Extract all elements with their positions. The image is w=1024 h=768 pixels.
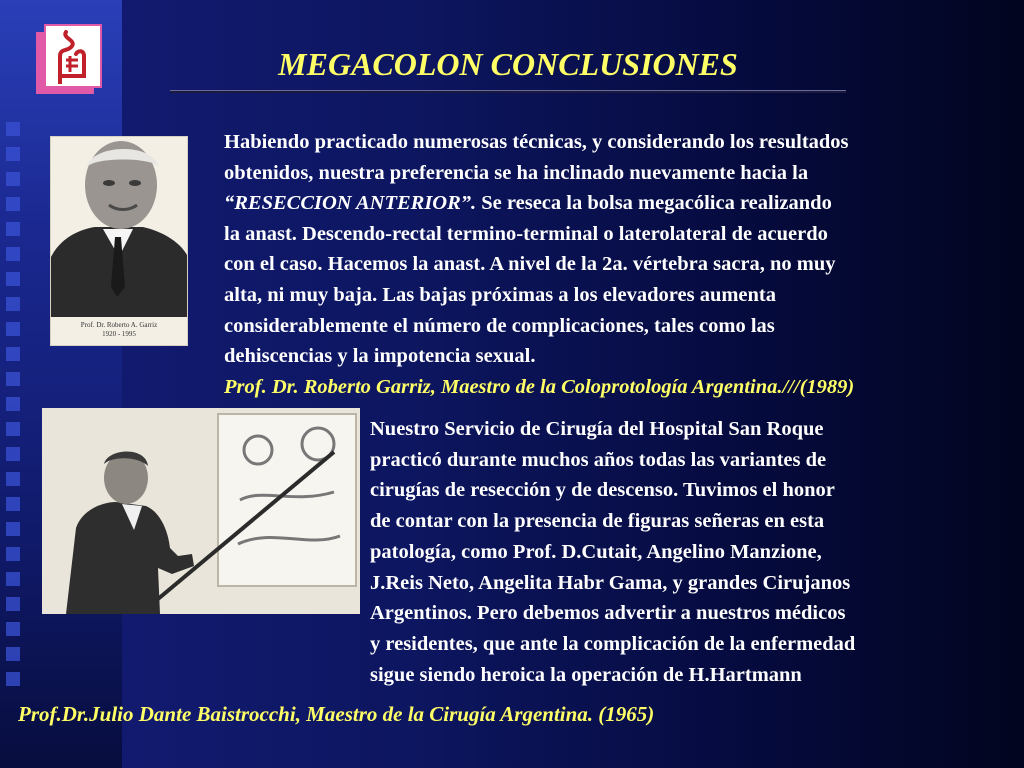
footer-signature: Prof.Dr.Julio Dante Baistrocchi, Maestro de la Cirugía Argentina. (1965) bbox=[18, 702, 655, 726]
decorative-squares bbox=[6, 122, 30, 697]
resection-emphasis: “RESECCION ANTERIOR”. bbox=[224, 192, 477, 215]
slide-title: MEGACOLON CONCLUSIONES bbox=[278, 46, 738, 82]
paragraph-garriz bbox=[224, 127, 1014, 402]
lecture-photo-baistrocchi bbox=[42, 408, 360, 614]
paragraph2-line: cirugías de resección y de descenso. Tuvimos el honor bbox=[370, 479, 835, 502]
paragraph-hospital bbox=[370, 414, 1010, 690]
portrait-caption bbox=[55, 321, 183, 339]
paragraph1-line-fragment: Se reseca la bolsa megacólica realizando bbox=[476, 192, 832, 215]
paragraph1-line: la anast. Descendo-rectal termino-terminal o laterolateral de acuerdo bbox=[224, 222, 828, 245]
portrait-caption-years: 1920 - 1995 bbox=[102, 330, 136, 338]
intestine-logo-icon bbox=[36, 24, 102, 98]
portrait-photo-garriz bbox=[50, 136, 188, 346]
paragraph2-line: sigue siendo heroica la operación de H.Hartmann bbox=[370, 663, 802, 686]
paragraph2-line: y residentes, que ante la complicación de la enfermedad bbox=[370, 632, 856, 655]
title-underline bbox=[170, 90, 846, 93]
garriz-signature: Prof. Dr. Roberto Garriz, Maestro de la Coloprotología Argentina.///(1989) bbox=[224, 375, 855, 398]
portrait-caption-name: Prof. Dr. Roberto A. Garriz bbox=[80, 321, 158, 329]
paragraph1-line: obtenidos, nuestra preferencia se ha inclinado nuevamente hacia la bbox=[224, 161, 809, 184]
paragraph1-line: considerablemente el número de complicaciones, tales como las bbox=[224, 314, 775, 337]
paragraph2-line: de contar con la presencia de figuras señeras en esta bbox=[370, 510, 825, 533]
paragraph2-line: patología, como Prof. D.Cutait, Angelino Manzione, bbox=[370, 540, 822, 563]
paragraph2-line: J.Reis Neto, Angelita Habr Gama, y grandes Cirujanos bbox=[370, 571, 851, 594]
paragraph1-line: alta, ni muy baja. Las bajas próximas a los elevadores aumenta bbox=[224, 283, 777, 306]
paragraph2-line: Nuestro Servicio de Cirugía del Hospital San Roque bbox=[370, 418, 824, 440]
paragraph2-line: practicó durante muchos años todas las variantes de bbox=[370, 448, 827, 471]
paragraph1-line: Habiendo practicado numerosas técnicas, y considerando los resultados bbox=[224, 131, 849, 153]
paragraph1-line bbox=[224, 188, 1014, 219]
paragraph1-line: con el caso. Hacemos la anast. A nivel de la 2a. vértebra sacra, no muy bbox=[224, 253, 836, 276]
paragraph2-line: Argentinos. Pero debemos advertir a nuestros médicos bbox=[370, 602, 846, 625]
paragraph1-line: dehiscencias y la impotencia sexual. bbox=[224, 345, 536, 368]
